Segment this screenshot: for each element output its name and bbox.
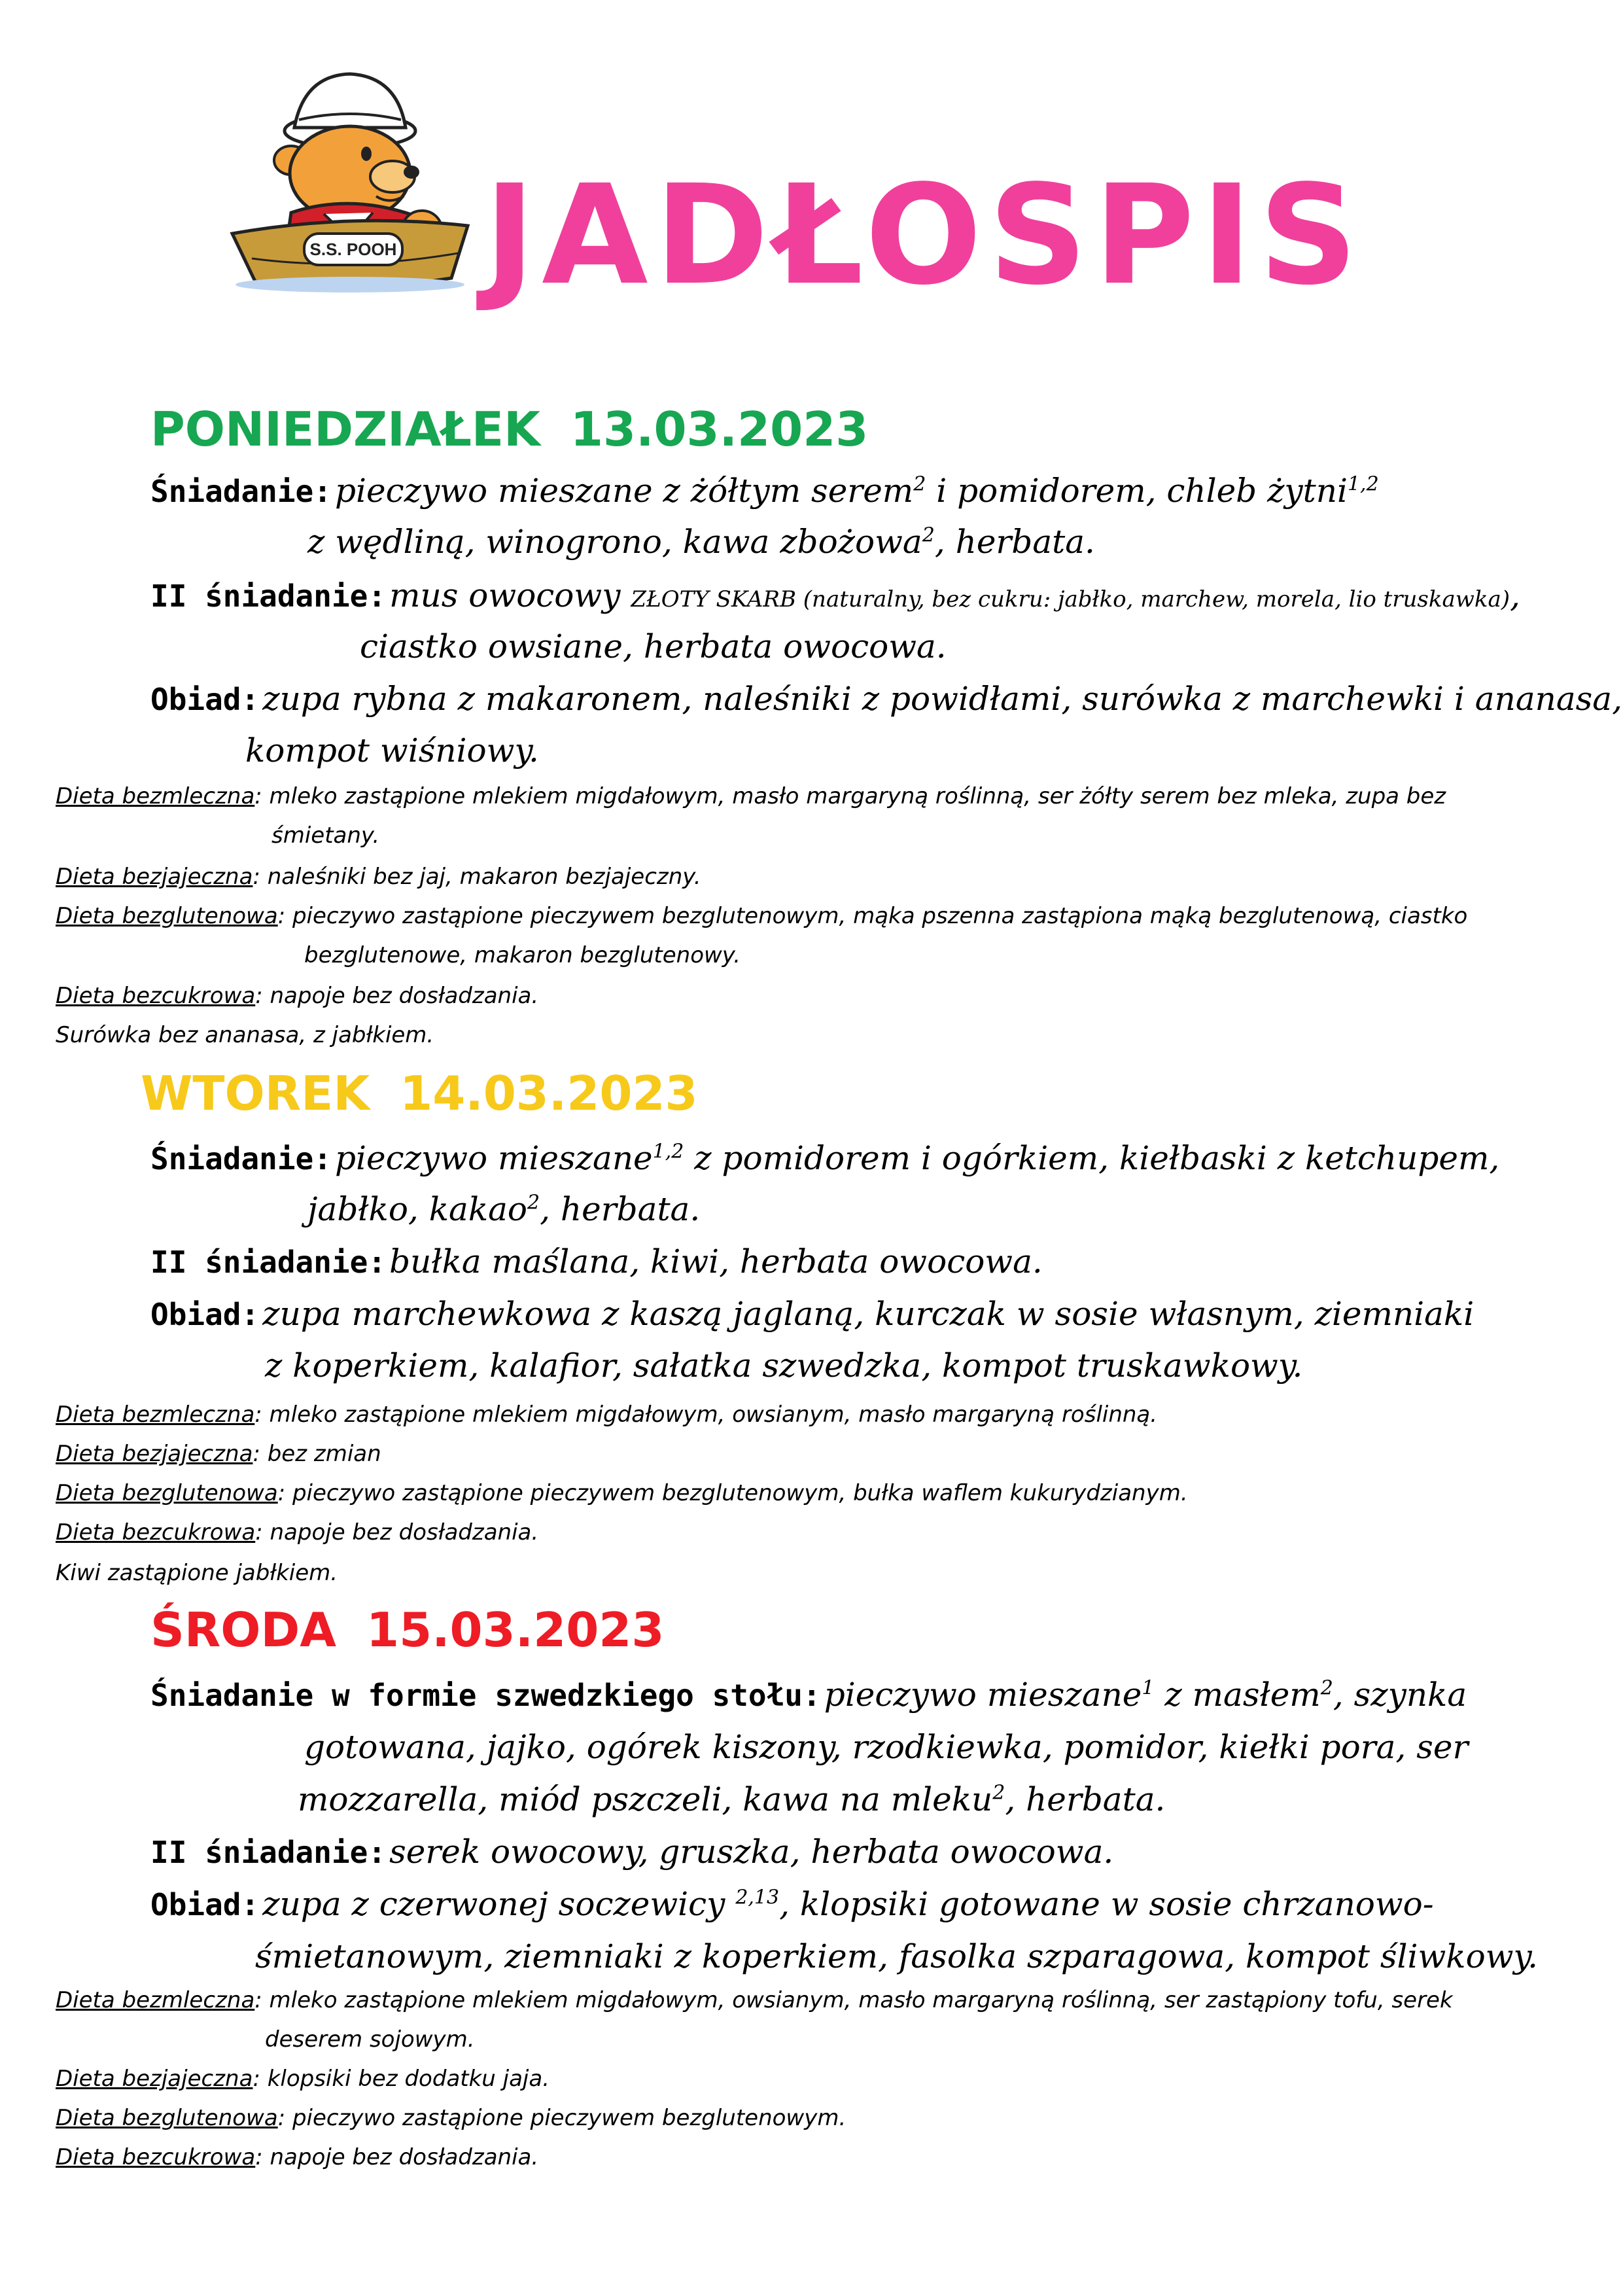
boat-name: S.S. POOH bbox=[309, 239, 397, 259]
tuesday-breakfast-cont: jabłko, kakao$^2$, herbata. bbox=[307, 1190, 701, 1228]
day-heading-monday bbox=[150, 402, 869, 457]
wednesday-diet-dairy-free: Dieta bezmleczna: mleko zastąpione mlekiem migdałowym, owsianym, masło margaryną roślinną, ser zastąpiony tofu, serek bbox=[56, 1987, 1453, 2013]
wednesday-diet-dairy-free-cont: deserem sojowym. bbox=[265, 2026, 475, 2053]
monday-diet-sugar-free: Dieta bezcukrowa: napoje bez dosładzania. bbox=[56, 983, 539, 1009]
tuesday-diet-dairy-free: Dieta bezmleczna: mleko zastąpione mlekiem migdałowym, owsianym, masło margaryną roślinną. bbox=[56, 1402, 1158, 1428]
day-date: 13.03.2023 bbox=[570, 402, 869, 457]
day-date: 15.03.2023 bbox=[366, 1602, 665, 1657]
wednesday-breakfast-cont-1: gotowana, jajko, ogórek kiszony, rzodkiewka, pomidor, kiełki pora, ser bbox=[304, 1728, 1469, 1766]
wednesday-lunch-cont: śmietanowym, ziemniaki z koperkiem, fasolka szparagowa, kompot śliwkowy. bbox=[255, 1937, 1538, 1975]
tuesday-note: Kiwi zastąpione jabłkiem. bbox=[56, 1560, 338, 1586]
bear-in-boat-logo bbox=[226, 62, 474, 298]
monday-second-breakfast-cont: ciastko owsiane, herbata owocowa. bbox=[360, 627, 947, 665]
monday-diet-gluten-free: Dieta bezglutenowa: pieczywo zastąpione pieczywem bezglutenowym, mąka pszenna zastąpiona mąką bezglutenową, ciastko bbox=[56, 903, 1468, 929]
monday-lunch-cont: kompot wiśniowy. bbox=[245, 732, 539, 769]
day-name: ŚRODA bbox=[150, 1602, 336, 1657]
monday-note: Surówka bez ananasa, z jabłkiem. bbox=[56, 1022, 434, 1048]
tuesday-lunch-cont: z koperkiem, kalafior, sałatka szwedzka, kompot truskawkowy. bbox=[265, 1347, 1303, 1385]
monday-breakfast-cont: z wędliną, winogrono, kawa zbożowa$^2$, herbata. bbox=[307, 523, 1095, 561]
tuesday-diet-egg-free: Dieta bezjajeczna: bez zmian bbox=[56, 1441, 381, 1467]
monday-diet-dairy-free-cont: śmietany. bbox=[271, 822, 380, 849]
tuesday-diet-gluten-free: Dieta bezglutenowa: pieczywo zastąpione pieczywem bezglutenowym, bułka waflem kukurydzianym. bbox=[56, 1480, 1188, 1506]
tuesday-lunch: Obiad: zupa marchewkowa z kaszą jaglaną, kurczak w sosie własnym, ziemniaki bbox=[150, 1295, 1475, 1333]
day-date: 14.03.2023 bbox=[400, 1066, 698, 1121]
monday-diet-gluten-free-cont: bezglutenowe, makaron bezglutenowy. bbox=[304, 942, 741, 968]
day-name: WTOREK bbox=[141, 1066, 370, 1121]
monday-breakfast: Śniadanie: pieczywo mieszane z żółtym serem$^2$ i pomidorem, chleb żytni$^{1,2}$ bbox=[150, 472, 1379, 510]
wednesday-lunch: Obiad: zupa z czerwonej soczewicy $^{2,13}$, klopsiki gotowane w sosie chrzanowo- bbox=[150, 1885, 1434, 1923]
monday-lunch: Obiad: zupa rybna z makaronem, naleśniki z powidłami, surówka z marchewki i ananasa, bbox=[150, 680, 1623, 718]
tuesday-breakfast: Śniadanie: pieczywo mieszane$^{1,2}$ z pomidorem i ogórkiem, kiełbaski z ketchupem, bbox=[150, 1139, 1500, 1177]
tuesday-second-breakfast: II śniadanie: bułka maślana, kiwi, herbata owocowa. bbox=[150, 1243, 1043, 1280]
day-heading-tuesday bbox=[141, 1066, 698, 1121]
day-heading-wednesday bbox=[150, 1602, 665, 1657]
tuesday-diet-sugar-free: Dieta bezcukrowa: napoje bez dosładzania. bbox=[56, 1519, 539, 1545]
monday-diet-egg-free: Dieta bezjajeczna: naleśniki bez jaj, makaron bezjajeczny. bbox=[56, 864, 701, 890]
monday-second-breakfast: II śniadanie: mus owocowy ZŁOTY SKARB (naturalny, bez cukru: jabłko, marchew, morela, lio truskawka), bbox=[150, 576, 1520, 614]
day-name: PONIEDZIAŁEK bbox=[150, 402, 540, 457]
wednesday-breakfast-cont-2: mozzarella, miód pszczeli, kawa na mleku$^2$, herbata. bbox=[298, 1780, 1166, 1818]
wednesday-diet-sugar-free: Dieta bezcukrowa: napoje bez dosładzania. bbox=[56, 2144, 539, 2170]
page-title: JADŁOSPIS bbox=[484, 155, 1365, 315]
wednesday-diet-gluten-free: Dieta bezglutenowa: pieczywo zastąpione pieczywem bezglutenowym. bbox=[56, 2105, 846, 2131]
wednesday-diet-egg-free: Dieta bezjajeczna: klopsiki bez dodatku jaja. bbox=[56, 2066, 550, 2092]
wednesday-breakfast: Śniadanie w formie szwedzkiego stołu: pieczywo mieszane$^1$ z masłem$^2$, szynka bbox=[150, 1676, 1467, 1714]
wednesday-second-breakfast: II śniadanie: serek owocowy, gruszka, herbata owocowa. bbox=[150, 1833, 1114, 1871]
monday-diet-dairy-free: Dieta bezmleczna: mleko zastąpione mlekiem migdałowym, masło margaryną roślinną, ser żółty serem bez mleka, zupa bez bbox=[56, 783, 1446, 809]
